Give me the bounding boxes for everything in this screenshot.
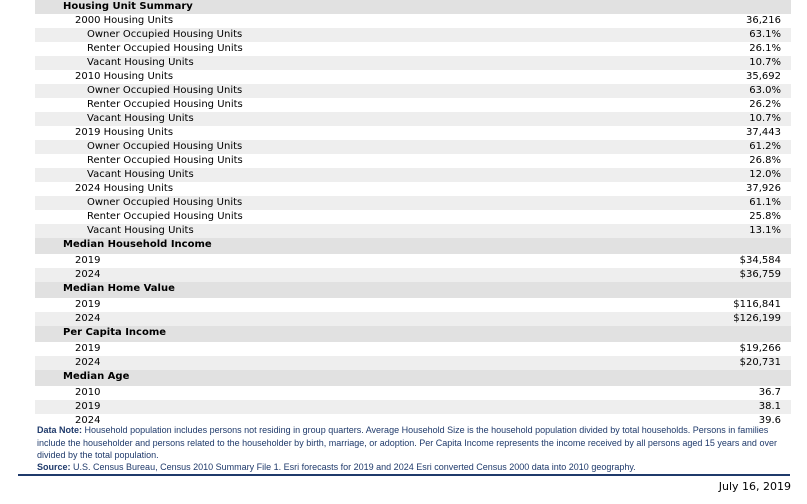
row-label: 2024 (75, 415, 101, 426)
data-note-text: Household population includes persons not residing in group quarters. Average Household Size is the household population divided by total households. Persons in families include the householder and persons related to the householder by birth, marriage, or adoption. Per Capita Income represents the income received by all persons aged 15 years and over divided by the total population. (37, 425, 777, 460)
row-label: 2024 Housing Units (75, 183, 174, 194)
row-value: 38.1 (758, 401, 781, 412)
table-row (35, 112, 791, 126)
row-value: 10.7% (749, 113, 781, 124)
row-value: 13.1% (749, 225, 781, 236)
row-label: Median Household Income (63, 239, 212, 250)
row-label: Owner Occupied Housing Units (87, 197, 243, 208)
table-row (35, 342, 791, 356)
row-value: 61.2% (749, 141, 781, 152)
row-label: 2019 (75, 401, 101, 412)
row-label: Renter Occupied Housing Units (87, 211, 243, 222)
row-label: 2024 (75, 269, 101, 280)
row-value: 26.8% (749, 155, 781, 166)
table-row (35, 254, 791, 268)
table-row (35, 168, 791, 182)
row-value: 37,926 (746, 183, 781, 194)
row-label: 2019 (75, 343, 101, 354)
table-row (35, 140, 791, 154)
source-label: Source: (37, 462, 71, 472)
report-table (35, 0, 791, 428)
row-value: 26.1% (749, 43, 781, 54)
table-row (35, 268, 791, 282)
row-label: 2024 (75, 313, 101, 324)
row-value: $126,199 (733, 313, 781, 324)
table-row (35, 312, 791, 326)
row-value: 26.2% (749, 99, 781, 110)
table-row (35, 84, 791, 98)
row-value: 63.1% (749, 29, 781, 40)
row-value: 10.7% (749, 57, 781, 68)
row-value: 37,443 (746, 127, 781, 138)
row-value: $116,841 (733, 299, 781, 310)
row-label: 2019 Housing Units (75, 127, 174, 138)
row-label: 2019 (75, 299, 101, 310)
data-note-label: Data Note: (37, 425, 83, 435)
row-label: Vacant Housing Units (87, 169, 194, 180)
data-note (37, 424, 789, 462)
table-row (35, 224, 791, 238)
row-value: 63.0% (749, 85, 781, 96)
row-value: $20,731 (739, 357, 781, 368)
row-label: Median Age (63, 371, 130, 382)
row-value: 36,216 (746, 15, 781, 26)
row-label: Owner Occupied Housing Units (87, 85, 243, 96)
row-value: 25.8% (749, 211, 781, 222)
table-row (35, 56, 791, 70)
section-header (35, 238, 791, 254)
section-header (35, 326, 791, 342)
table-row (35, 182, 791, 196)
section-header (35, 0, 791, 14)
table-row (35, 400, 791, 414)
section-header (35, 370, 791, 386)
footer-divider (18, 474, 790, 476)
row-value: $19,266 (739, 343, 781, 354)
table-row (35, 70, 791, 84)
row-label: 2010 (75, 387, 101, 398)
row-label: Vacant Housing Units (87, 113, 194, 124)
row-label: Renter Occupied Housing Units (87, 99, 243, 110)
row-label: 2010 Housing Units (75, 71, 174, 82)
report-date: July 16, 2019 (718, 480, 791, 493)
table-row (35, 298, 791, 312)
source-line (37, 461, 789, 473)
row-label: Vacant Housing Units (87, 225, 194, 236)
row-value: 35,692 (746, 71, 781, 82)
table-row (35, 98, 791, 112)
table-row (35, 196, 791, 210)
row-value: $34,584 (739, 255, 781, 266)
row-value: 36.7 (758, 387, 781, 398)
row-value: 39.6 (758, 415, 781, 426)
row-value: $36,759 (739, 269, 781, 280)
row-label: Median Home Value (63, 283, 175, 294)
row-label: Vacant Housing Units (87, 57, 194, 68)
row-label: 2019 (75, 255, 101, 266)
table-row (35, 126, 791, 140)
table-row (35, 14, 791, 28)
row-label: Owner Occupied Housing Units (87, 141, 243, 152)
row-label: Renter Occupied Housing Units (87, 155, 243, 166)
table-row (35, 28, 791, 42)
table-row (35, 386, 791, 400)
table-row (35, 210, 791, 224)
row-label: Owner Occupied Housing Units (87, 29, 243, 40)
row-label: 2024 (75, 357, 101, 368)
row-value: 12.0% (749, 169, 781, 180)
row-label: Housing Unit Summary (63, 1, 193, 12)
source-text: U.S. Census Bureau, Census 2010 Summary File 1. Esri forecasts for 2019 and 2024 Esri converted Census 2000 data into 2010 geography. (73, 462, 636, 472)
table-row (35, 42, 791, 56)
row-label: Per Capita Income (63, 327, 167, 338)
section-header (35, 282, 791, 298)
row-label: 2000 Housing Units (75, 15, 174, 26)
row-label: Renter Occupied Housing Units (87, 43, 243, 54)
table-row (35, 356, 791, 370)
row-value: 61.1% (749, 197, 781, 208)
table-row (35, 154, 791, 168)
